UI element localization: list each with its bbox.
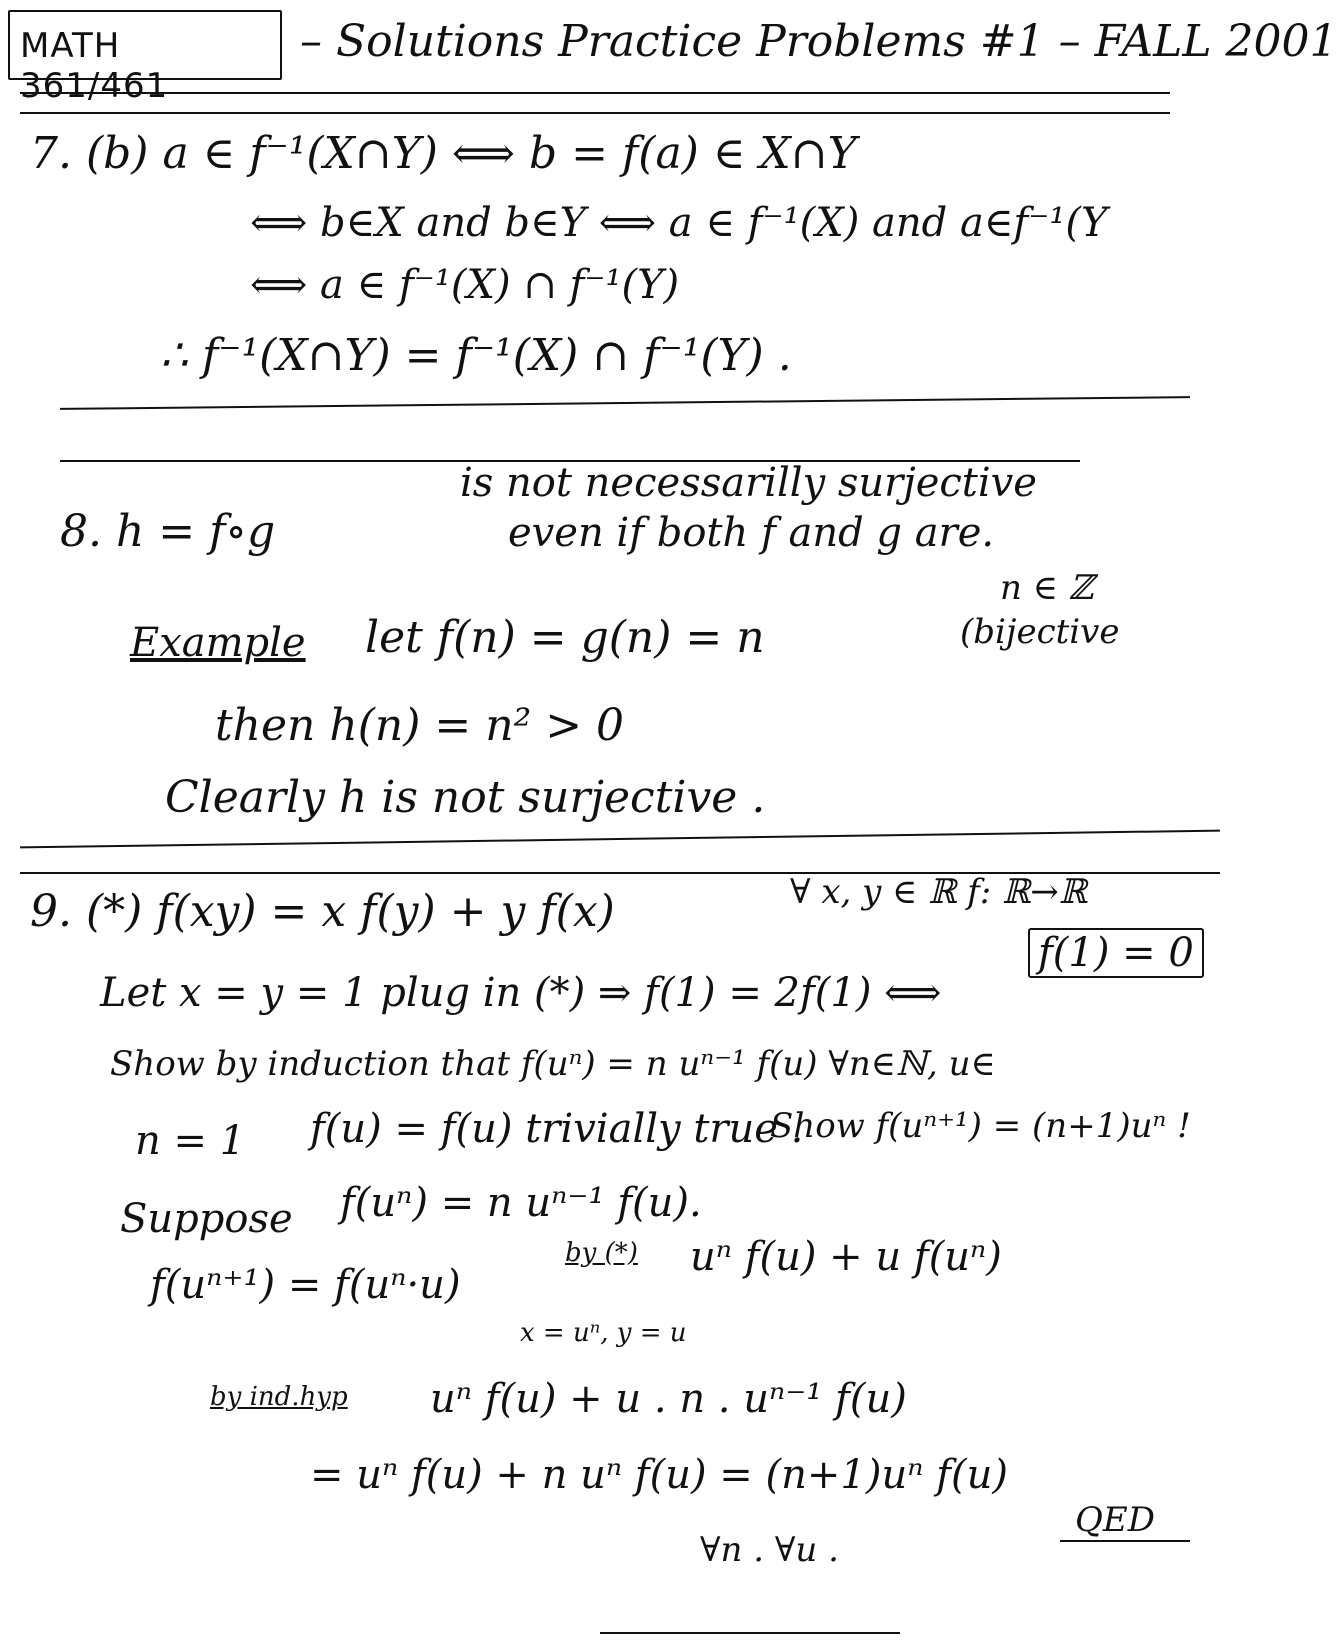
problem-9-line-9: ∀n . ∀u . <box>700 1530 839 1570</box>
ind-hyp-note: by ind.hyp <box>210 1382 348 1412</box>
problem-9-line-6b: uⁿ f(u) + u f(uⁿ) <box>690 1234 1002 1280</box>
problem-8-line-1b: is not necessarilly surjective <box>460 460 1037 506</box>
problem-9-line-6a: f(uⁿ⁺¹) = f(uⁿ·u) <box>150 1262 461 1308</box>
problem-9-line-4a: n = 1 <box>135 1118 246 1164</box>
problem-9-line-1: 9. (*) f(xy) = x f(y) + y f(x) <box>30 886 615 937</box>
problem-9-line-5a: Suppose <box>120 1196 293 1242</box>
problem-7-line-2: ⟺ b∈X and b∈Y ⟺ a ∈ f⁻¹(X) and a∈f⁻¹(Y <box>250 200 1108 246</box>
problem-9-line-2: Let x = y = 1 plug in (*) ⇒ f(1) = 2f(1) ⟺ <box>100 970 942 1016</box>
by-star-note: by (*) <box>565 1238 638 1268</box>
bijective-note: (bijective <box>960 612 1120 652</box>
problem-9-line-3: Show by induction that f(uⁿ) = n uⁿ⁻¹ f(u) ∀n∈ℕ, u∈ <box>110 1044 996 1084</box>
problem-7-top-rule <box>20 112 1170 114</box>
problem-8-line-5: Clearly h is not surjective . <box>165 772 766 823</box>
problem-9-line-4c: Show f(uⁿ⁺¹) = (n+1)uⁿ ! <box>770 1106 1191 1146</box>
problem-8-bottom-rule <box>20 830 1220 849</box>
problem-8-line-4: then h(n) = n² > 0 <box>215 700 625 751</box>
page-bottom-rule <box>600 1632 900 1634</box>
course-label-box <box>8 10 282 106</box>
problem-9-line-8: = uⁿ f(u) + n uⁿ f(u) = (n+1)uⁿ f(u) <box>310 1452 1008 1498</box>
substitution-note: x = uⁿ, y = u <box>520 1318 687 1348</box>
example-label: Example <box>130 620 306 666</box>
qed-underline <box>1060 1540 1190 1542</box>
problem-8-line-3: let f(n) = g(n) = n <box>365 612 765 663</box>
problem-7-line-3: ⟺ a ∈ f⁻¹(X) ∩ f⁻¹(Y) <box>250 262 680 308</box>
problem-8-line-1a: 8. h = f∘g <box>60 506 276 557</box>
problem-7-line-1: 7. (b) a ∈ f⁻¹(X∩Y) ⟺ b = f(a) ∈ X∩Y <box>30 128 857 179</box>
page-title: – Solutions Practice Problems #1 – FALL 2001 <box>300 16 1338 67</box>
problem-9-line-5b: f(uⁿ) = n uⁿ⁻¹ f(u). <box>340 1180 702 1226</box>
quantifier-note: ∀ x, y ∈ ℝ f: ℝ→ℝ <box>790 872 1088 912</box>
problem-7-conclusion: ∴ f⁻¹(X∩Y) = f⁻¹(X) ∩ f⁻¹(Y) . <box>160 330 792 381</box>
course-label: MATH 361/461 <box>20 26 169 106</box>
boxed-result: f(1) = 0 <box>1028 928 1204 978</box>
domain-note: n ∈ ℤ <box>1000 568 1094 608</box>
problem-9-line-7: uⁿ f(u) + u . n . uⁿ⁻¹ f(u) <box>430 1376 907 1422</box>
header-divider <box>20 92 1170 94</box>
problem-8-line-2: even if both f and g are. <box>508 510 995 556</box>
problem-9-line-4b: f(u) = f(u) trivially true . <box>310 1106 804 1152</box>
problem-7-bottom-rule <box>60 396 1190 410</box>
qed-mark: QED <box>1075 1500 1155 1540</box>
